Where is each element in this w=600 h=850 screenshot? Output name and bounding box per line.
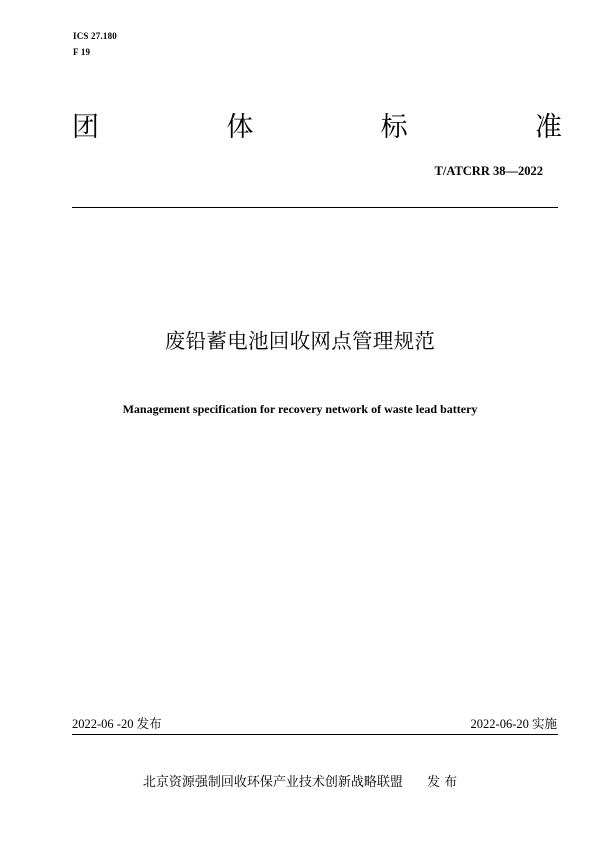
- publisher-name: 北京资源强制回收环保产业技术创新战略联盟: [142, 775, 403, 790]
- footer-divider: [72, 734, 558, 735]
- standard-type-heading: [72, 110, 562, 146]
- publisher-line: [0, 774, 600, 792]
- issue-date: 2022-06 -20 发布: [72, 717, 162, 731]
- title-chinese: 废铅蓄电池回收网点管理规范: [164, 329, 436, 353]
- title-english: Management specification for recovery network of waste lead battery: [122, 402, 478, 416]
- standard-type-char: 团: [72, 112, 99, 143]
- standard-number: T/ATCRR 38—2022: [434, 164, 543, 178]
- standard-type-char: 准: [534, 112, 562, 143]
- standard-type-char: 体: [226, 112, 254, 143]
- header-divider: [72, 207, 558, 208]
- ccs-code: F 19: [73, 47, 91, 57]
- standard-type-char: 标: [380, 112, 408, 143]
- publisher-label: 发 布: [426, 775, 458, 790]
- ics-code: ICS 27.180: [73, 31, 118, 41]
- effective-date: 2022-06-20 实施: [470, 717, 557, 731]
